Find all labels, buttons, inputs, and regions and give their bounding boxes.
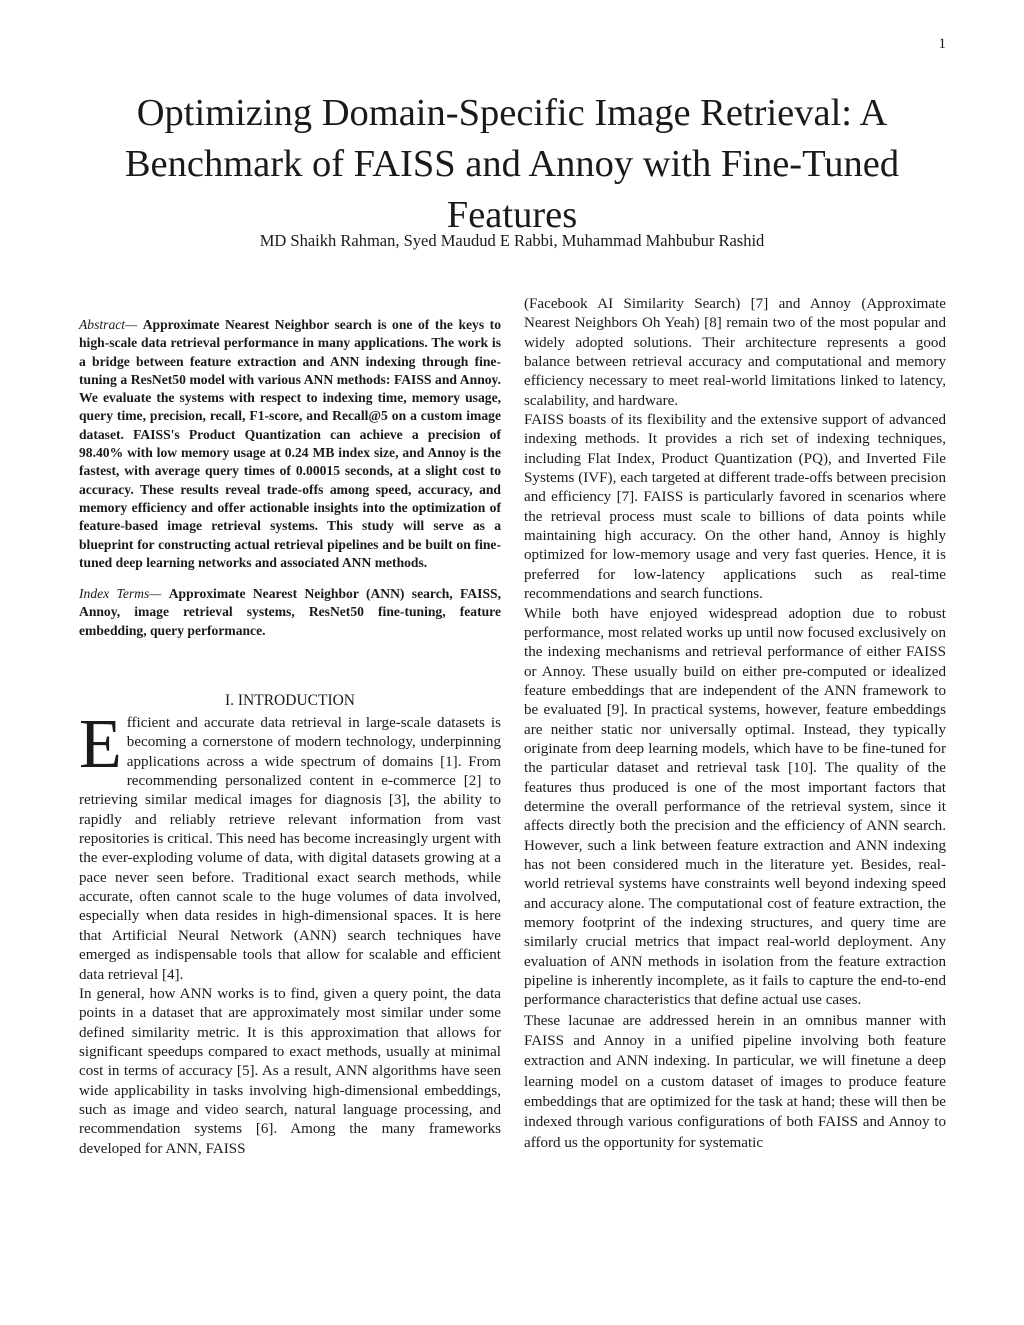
intro-paragraph-1-text: fficient and accurate data retrieval in large-scale datasets is becoming a cornerstone of modern technology, underpinning applications across a wide spectrum of domains [1]. From recommending personalized content in e-commerce [2] to retrieving similar medical images for diagnosis [3], the ability to rapidly and reliably retrieve relevant information from vast repositories is critical. This need has become increasingly urgent with the ever-exploding volume of data, with digital datasets growing at a pace never seen before. Traditional exact search methods, while accurate, often cannot scale to the huge volumes of data involved, especially when data resides in high-dimensional spaces. It is here that Artificial Neural Network (ANN) search techniques have emerged as indispensable tools that allow for scalable and efficient data retrieval [4]. xyxy=(79,715,501,983)
left-column xyxy=(79,316,501,1159)
right-column xyxy=(524,295,946,1153)
intro-paragraph-6: These lacunae are addressed herein in an omnibus manner with FAISS and Annoy in a unified pipeline involving both feature extraction and ANN indexing. In particular, we will finetune a deep learning model on a custom dataset of images to produce feature embeddings that are optimized for the task at hand; these will then be indexed through various configurations of both FAISS and Annoy to afford us the opportunity for systematic xyxy=(524,1012,946,1151)
intro-paragraph-4: FAISS boasts of its flexibility and the extensive support of advanced indexing methods. It provides a rich set of indexing techniques, including Flat Index, Product Quantization (PQ), and Inverted File Systems (IVF), each targeted at different trade-offs between precision and efficiency [7]. FAISS is particularly favored in scenarios where the retrieval process must scale to billions of data points while maintaining high accuracy. On the other hand, Annoy is highly optimized for low-memory usage and very fast queries. Hence, it is preferred for low-latency applications such as real-time recommendations and search functions. xyxy=(524,412,946,603)
introduction-heading: I. INTRODUCTION xyxy=(224,692,355,710)
page-number: 1 xyxy=(938,36,946,52)
paper-title: Optimizing Domain-Specific Image Retrieval: A Benchmark of FAISS and Annoy with Fine-Tuned Features xyxy=(124,92,900,236)
abstract-dash: — xyxy=(125,317,143,332)
index-terms xyxy=(79,585,501,640)
intro-paragraph-2: In general, how ANN works is to find, given a query point, the data points in a dataset that are approximately most similar under some defined similarity metric. It is this approximation that allows for significant speedups compared to exact methods, usually at minimal cost in terms of accuracy [5]. As a result, ANN algorithms have seen wide applicability in tasks involving high-dimensional embeddings, such as image and video search, natural language processing, and recommendation systems [6]. Among the many frameworks developed for ANN, FAISS xyxy=(79,985,501,1157)
index-terms-dash: — xyxy=(149,586,169,602)
intro-paragraph-3: (Facebook AI Similarity Search) [7] and Annoy (Approximate Nearest Neighbors Oh Yeah) [8] remain two of the most popular and widely adopted solutions. Their architecture represents a good balance between retrieval accuracy and computational and memory efficiency necessary to meet real-world limitations linked to latency, scalability, and hardware. xyxy=(524,296,946,409)
intro-paragraph-1 xyxy=(79,706,501,985)
drop-cap: E xyxy=(79,706,122,784)
author-list: MD Shaikh Rahman, Syed Maudud E Rabbi, Muhammad Mahbubur Rashid xyxy=(259,231,765,250)
index-terms-label: Index Terms xyxy=(79,586,150,602)
index-terms-text: Approximate Nearest Neighbor (ANN) search, FAISS, Annoy, image retrieval systems, ResNet50 fine-tuning, feature embedding, query performance. xyxy=(79,586,501,638)
abstract-text: Approximate Nearest Neighbor search is one of the keys to high-scale data retrieval performance in many applications. The work is a bridge between feature extraction and ANN indexing through fine-tuning a ResNet50 model with various ANN methods: FAISS and Annoy. We evaluate the systems with respect to indexing time, memory usage, query time, precision, recall, F1-score, and Recall@5 on a custom image dataset. FAISS's Product Quantization can achieve a precision of 98.40% with low memory usage at 0.24 MB index size, and Annoy is the fastest, with average query times of 0.00015 seconds, at a slight cost to accuracy. These results reveal trade-offs among speed, accuracy, and memory efficiency and offer actionable insights into the optimization of feature-based image retrieval systems. This study will serve as a blueprint for constructing actual retrieval pipelines and be built on fine-tuned deep learning networks and associated ANN methods. xyxy=(79,317,501,570)
abstract xyxy=(79,316,501,572)
abstract-label: Abstract xyxy=(79,317,126,332)
intro-paragraph-5: While both have enjoyed widespread adoption due to robust performance, most related works up until now focused exclusively on the indexing mechanisms and retrieval performance of either FAISS or Annoy. These usually build on either pre-computed or idealized feature embeddings that are independent of the ANN framework to be evaluated [9]. In practical systems, however, feature embeddings are neither static nor universally optimal. Instead, they typically originate from deep learning models, which have to be fine-tuned for the particular dataset and retrieval task [10]. The quality of the features thus produced is one of the most important factors that determine the overall performance of the retrieval system, since it affects directly both the precision and the efficiency of ANN search. However, such a link between feature extraction and ANN indexing has not been considered much in the literature yet. Besides, real-world retrieval systems have constraints well beyond indexing speed and accuracy alone. The computational cost of feature extraction, the memory footprint of the indexing structures, and query time are similarly crucial metrics that impact real-world deployment. Any evaluation of ANN methods in isolation from the feature extraction pipeline is inherently incomplete, as it fails to capture the end-to-end performance characteristics that define actual use cases. xyxy=(524,605,946,1009)
